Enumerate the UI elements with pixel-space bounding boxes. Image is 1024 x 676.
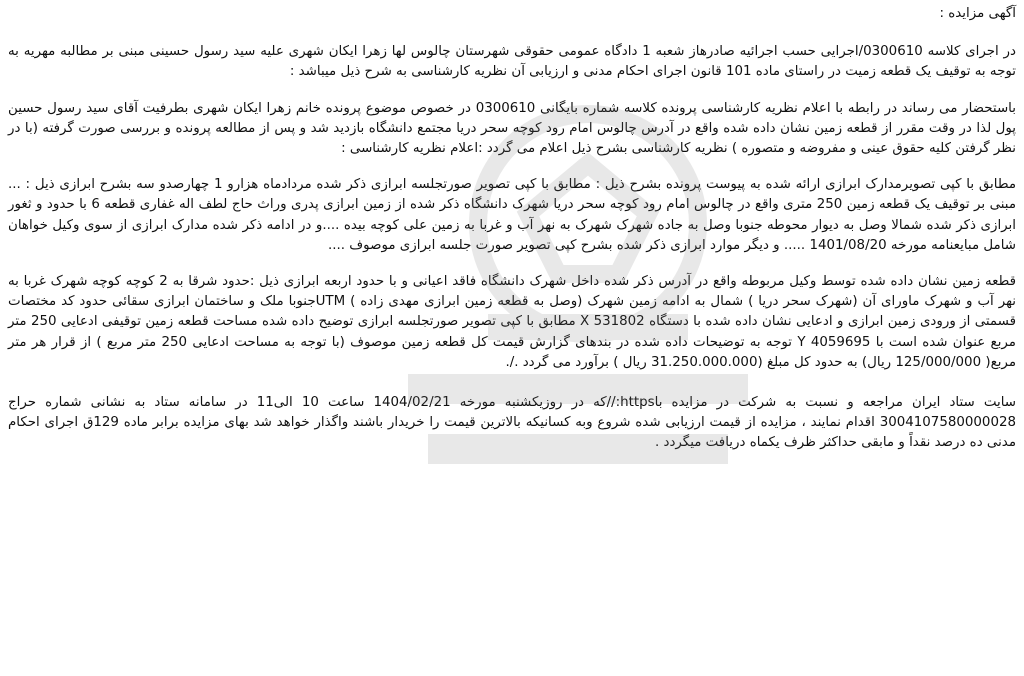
notice-title: آگهی مزایده :: [939, 6, 1016, 21]
notice-paragraph-land-description: قطعه زمین نشان داده شده توسط وکیل مربوطه واقع در آدرس ذکر شده داخل شهرک دانشگاه فاقد اعیانی و با حدود اربعه ابرازی ذیل :حدود شرقا به 2 کوچه کوچه شهرک غربا به نهر آب و شهرک ماورای آن (شهرک سحر دریا ) شمال به ادامه زمین شهرک (وصل به قطعه زمین ابرازی مهدی زاده ) UTMجنوبا ملک و ساختمان ابرازی سقائی حدود کد مختصات قسمتی از ورودی زمین ابرازی و ادعایی نشان داده شده با دستگاه 531802 X مطابق با کپی تصویر صورتجلسه ابرازی توضیح داده شده مساحت قطعه زمین توقیفی ادعایی 250 متر مربع عنوان شده است با 4059695 Y توجه به توضیحات داده شده در بندهای گزارش قیمت کل قطعه زمین موصوف (با توجه به مساحت ادعایی 250 متر مربع ) از قرار هر متر مربع( 125/000/000 ریال) به حدود کل مبلغ (31.250.000.000 ریال ) برآورد می گردد ./.: [8, 274, 1017, 370]
notice-paragraph-intro: در اجرای کلاسه 0300610/اجرایی حسب اجرائیه صادرهاز شعبه 1 دادگاه عمومی حقوقی شهرستان چالوس لها زهرا ایکان شهری علیه سید رسول حسینی مبنی بر مطالبه مهریه به توجه به توقیف یک قطعه زمیت در راستای ماده 101 قانون اجرای احکام مدنی و ارزیابی آن نظریه کارشناسی به شرح ذیل میباشد :: [8, 44, 1016, 80]
notice-paragraph-expert-opinion: باستحضار می رساند در رابطه با اعلام نظریه کارشناسی پرونده کلاسه شماره بایگانی 0300610 در خصوص موضوع پرونده خانم زهرا ایکان شهری بطرفیت آقای سید رسول حسین پول لذا در وقت مقرر از قطعه زمین نشان داده شده واقع در آدرس چالوس امام رود کوچه سحر دریا مجتمع دانشگاه بازدید شد و پس از مطالعه پرونده و بررسی صورت گرفته (با در نظر گرفتن کلیه حقوق عینی و مفروضه و متصوره ) نظریه کارشناسی بشرح ذیل اعلام می گردد :اعلام نظریه کارشناسی :: [8, 100, 1016, 157]
notice-paragraph-auction-details: سایت ستاد ایران مراجعه و نسبت به شرکت در مزایده باhttps://که در روزیکشنبه مورخه 1404/02/21 ساعت 10 الی11 در سامانه ستاد به نشانی شماره حراج 3004107580000028 اقدام نمایند ، مزایده از قیمت ارزیابی شده شروع وبه کسانیکه بالاترین قیمت را خریدار باشند واگذار خواهد شد بهای مزایده برابر ماده 129ق اجرای احکام مدنی ده درصد نقداً و مابقی حداکثر ظرف یکماه دریافت میگردد .: [8, 395, 1017, 451]
notice-document: [8, 4, 1016, 672]
notice-paragraph-documents: مطابق با کپی تصویرمدارک ابرازی ارائه شده به پیوست پرونده بشرح ذیل : مطابق با کپی تصویر صورتجلسه ابرازی ذکر شده مردادماه هزارو 1 چهارصدو سه بشرح ابرازی ذیل : ... مبنی بر توقیف یک قطعه زمین 250 متری واقع در چالوس امام رود کوچه سحر دریا شهرک دانشگاه ذکر شده از زمین ابرازی پدری وراث حاج لطف اله غفاری قطعه 6 با حدود و ثغور ابرازی ذکر شده شمالا وصل به دیوار محوطه جنوبا وصل به جاده شهرک شهرک به نهر آب و غربا به زمین علی کوچه بیده ....و در ادامه ذکر شده مدارک ابرازی از سوی وکیل خواهان شامل مبایعنامه مورخه 1401/08/20 ..... و دیگر موارد ابرازی ذکر شده بشرح کپی تصویر صورت جلسه ابرازی موصوف ....: [8, 177, 1016, 253]
